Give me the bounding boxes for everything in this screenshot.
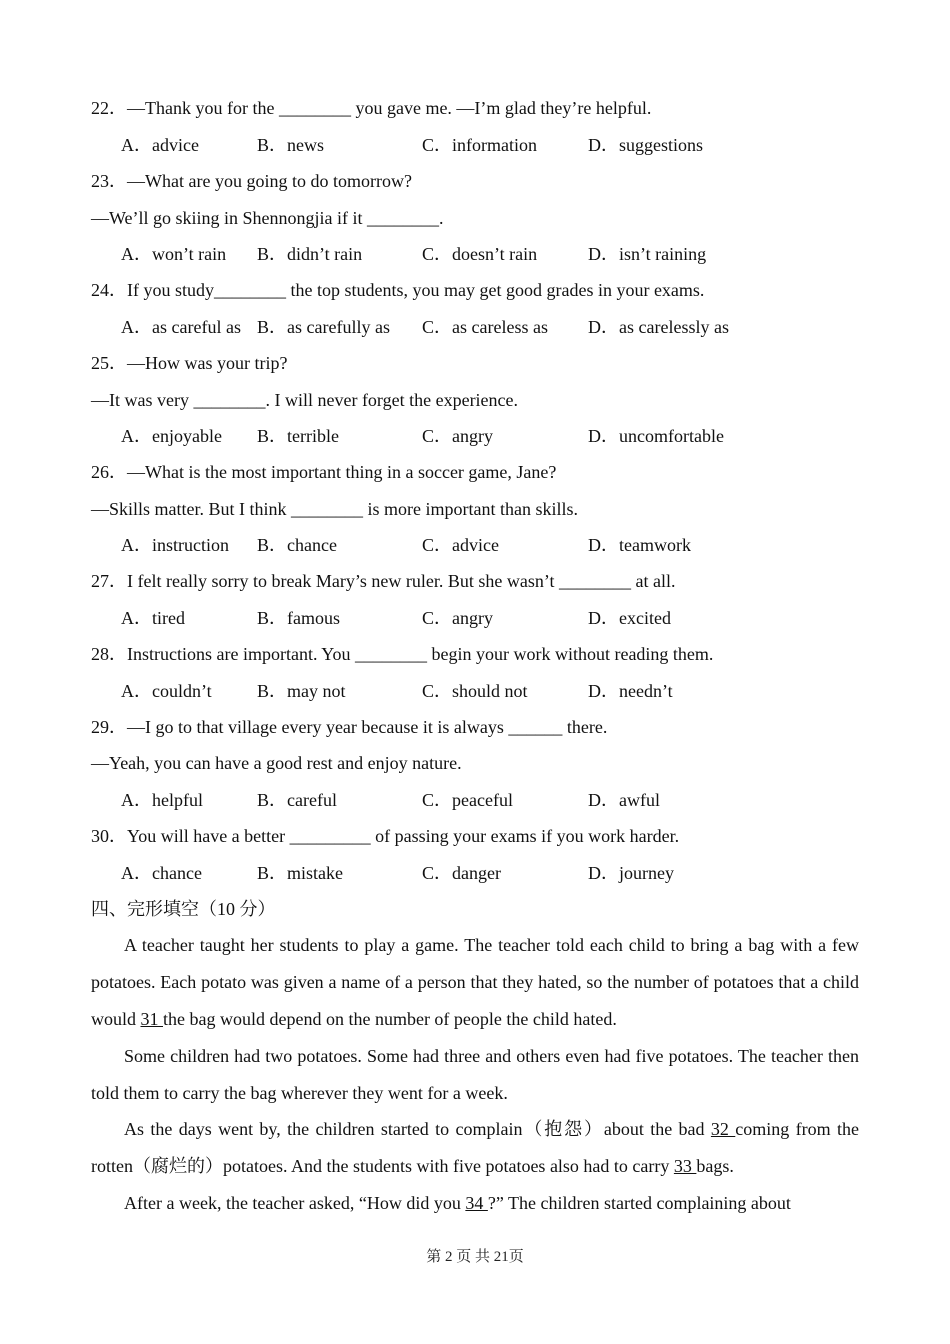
question-24-options <box>121 316 821 338</box>
option-a: A．couldn’t <box>121 681 212 701</box>
question-30-options <box>121 862 821 884</box>
question-23-stem-line2: —We’ll go skiing in Shennongjia if it ________. <box>91 208 444 228</box>
option-a: A．won’t rain <box>121 244 227 264</box>
question-27-stem: 27．I felt really sorry to break Mary’s new ruler. But she wasn’t ________ at all. <box>91 571 676 591</box>
question-28-options <box>121 680 821 702</box>
option-d: D．suggestions <box>588 135 704 155</box>
section-title: 四、完形填空（10 分） <box>91 899 276 919</box>
option-c: C．should not <box>422 681 528 701</box>
option-a: A．advice <box>121 135 199 155</box>
option-b: B．didn’t rain <box>257 244 363 264</box>
option-d: D．awful <box>588 790 660 810</box>
option-c: C．as careless as <box>422 317 548 337</box>
question-23-options <box>121 243 821 265</box>
question-26-options <box>121 534 821 556</box>
blank-34: 34 <box>465 1193 488 1213</box>
option-a: A．helpful <box>121 790 203 810</box>
question-24-stem: 24．If you study________ the top students, you may get good grades in your exams. <box>91 280 705 300</box>
question-29-options <box>121 789 821 811</box>
option-a: A．enjoyable <box>121 426 222 446</box>
option-d: D．isn’t raining <box>588 244 707 264</box>
option-b: B．news <box>257 135 324 155</box>
option-c: C．peaceful <box>422 790 513 810</box>
option-b: B．mistake <box>257 863 343 883</box>
blank-33: 33 <box>673 1156 697 1176</box>
passage-paragraph-3: As the days went by, the children started to complain（抱怨）about the bad 32 coming from the rotten（腐烂的）potatoes. And the students with five potatoes also had to carry 33 bags. <box>91 1119 859 1176</box>
question-25-options <box>121 425 821 447</box>
option-b: B．chance <box>257 535 337 555</box>
option-d: D．as carelessly as <box>588 317 729 337</box>
option-a: A．chance <box>121 863 202 883</box>
page-footer: 第 2 页 共 21页 <box>426 1249 524 1265</box>
passage-paragraph-2: Some children had two potatoes. Some had three and others even had five potatoes. The teacher then told them to carry the bag wherever they went for a week. <box>91 1046 859 1103</box>
question-25-stem-line2: —It was very ________. I will never forget the experience. <box>91 390 519 410</box>
question-29-stem: 29．—I go to that village every year because it is always ______ there. <box>91 717 608 737</box>
option-b: B．as carefully as <box>257 317 390 337</box>
option-a: A．as careful as <box>121 317 241 337</box>
option-d: D．uncomfortable <box>588 426 724 446</box>
option-d: D．journey <box>588 863 674 883</box>
question-27-options <box>121 607 821 629</box>
question-22-options <box>121 134 821 156</box>
option-b: B．may not <box>257 681 346 701</box>
question-30-stem: 30．You will have a better _________ of passing your exams if you work harder. <box>91 826 680 846</box>
question-22-stem: 22．—Thank you for the ________ you gave me. —I’m glad they’re helpful. <box>91 98 652 118</box>
option-b: B．careful <box>257 790 337 810</box>
option-d: D．teamwork <box>588 535 691 555</box>
option-a: A．instruction <box>121 535 229 555</box>
blank-32: 32 <box>710 1119 736 1139</box>
question-26-stem: 26．—What is the most important thing in a soccer game, Jane? <box>91 462 557 482</box>
question-26-stem-line2: —Skills matter. But I think ________ is more important than skills. <box>91 499 578 519</box>
option-c: C．angry <box>422 608 493 628</box>
option-a: A．tired <box>121 608 185 628</box>
option-b: B．famous <box>257 608 340 628</box>
option-c: C．information <box>422 135 537 155</box>
question-23-stem: 23．—What are you going to do tomorrow? <box>91 171 412 191</box>
option-b: B．terrible <box>257 426 339 446</box>
option-c: C．doesn’t rain <box>422 244 538 264</box>
blank-31: 31 <box>140 1009 163 1029</box>
option-c: C．angry <box>422 426 493 446</box>
question-25-stem: 25．—How was your trip? <box>91 353 288 373</box>
option-d: D．excited <box>588 608 671 628</box>
question-29-stem-line2: —Yeah, you can have a good rest and enjoy nature. <box>91 753 462 773</box>
option-c: C．advice <box>422 535 499 555</box>
passage-paragraph-1: A teacher taught her students to play a game. The teacher told each child to bring a bag with a few potatoes. Each potato was given a name of a person that they hated, so the number of potatoes that a child would 31 the bag would depend on the number of people the child hated. <box>91 935 859 1029</box>
question-28-stem: 28．Instructions are important. You ________ begin your work without reading them. <box>91 644 714 664</box>
passage-paragraph-4: After a week, the teacher asked, “How did you 34 ?” The children started complaining about <box>124 1193 791 1213</box>
option-c: C．danger <box>422 863 501 883</box>
option-d: D．needn’t <box>588 681 673 701</box>
